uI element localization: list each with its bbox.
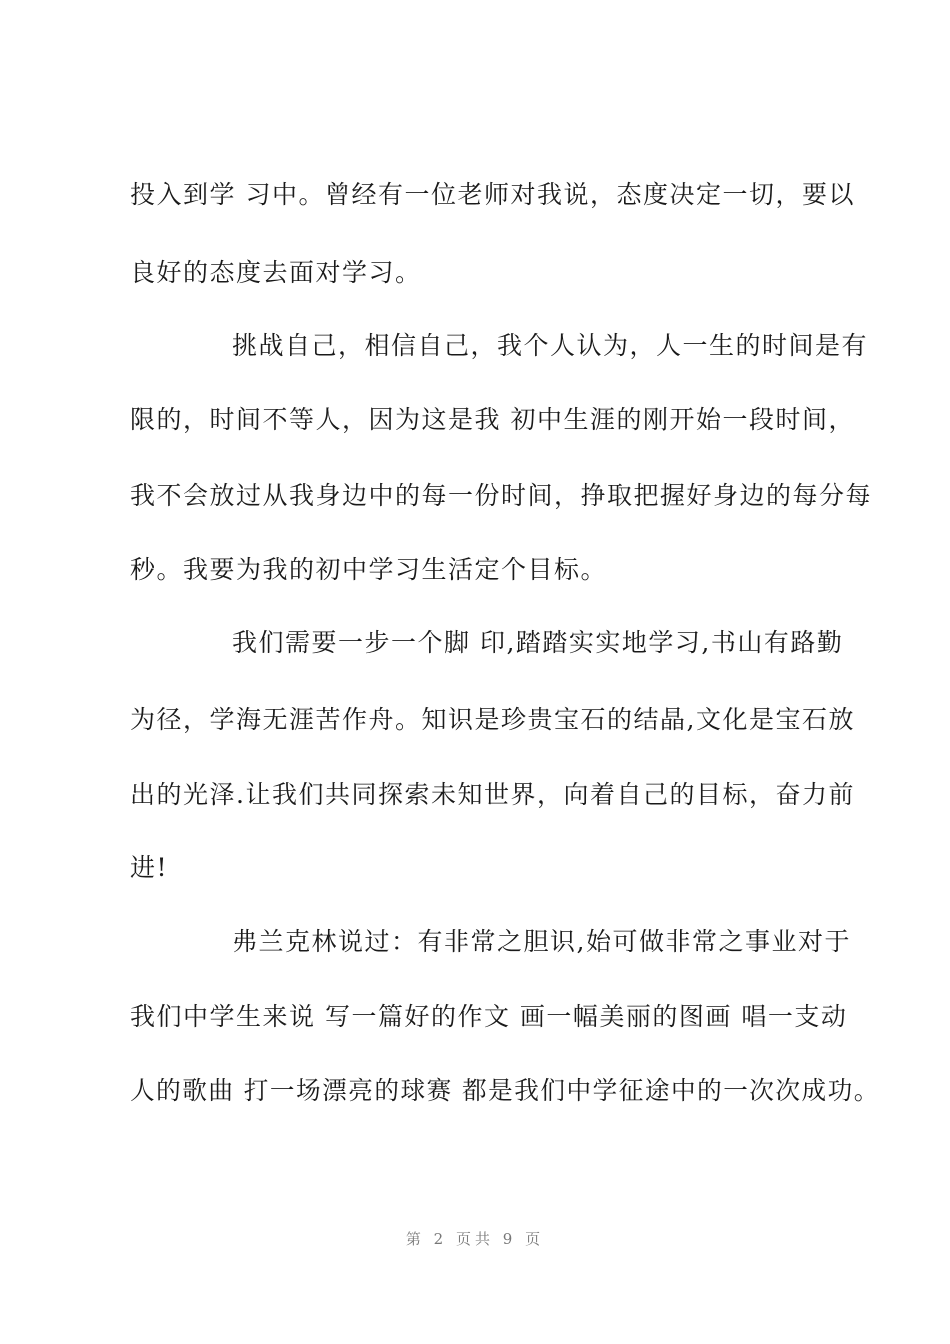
page-number-footer: 第 2 页共 9 页: [405, 1230, 545, 1248]
text-line: 秒。我要为我的初中学习生活定个目标。: [130, 555, 608, 584]
paragraph-start-line: 我们需要一步一个脚 印,踏踏实实地学习,书山有路勤: [232, 628, 844, 657]
paragraph-start-line: 弗兰克林说过：有非常之胆识,始可做非常之事业对于: [232, 927, 851, 956]
text-line: 我不会放过从我身边中的每一份时间，挣取把握好身边的每分每: [130, 481, 873, 510]
text-line: 限的，时间不等人，因为这是我 初中生涯的刚开始一段时间，: [130, 405, 855, 434]
text-line: 进!: [130, 853, 169, 882]
text-line: 人的歌曲 打一场漂亮的球赛 都是我们中学征途中的一次次成功。: [130, 1076, 880, 1105]
paragraph-start-line: 挑战自己，相信自己，我个人认为，人一生的时间是有: [232, 331, 869, 360]
text-line: 良好的态度去面对学习。: [130, 258, 422, 287]
text-line: 为径，学海无涯苦作舟。知识是珍贵宝石的结晶,文化是宝石放: [130, 705, 855, 734]
text-line: 我们中学生来说 写一篇好的作文 画一幅美丽的图画 唱一支动: [130, 1002, 848, 1031]
text-line: 投入到学 习中。曾经有一位老师对我说，态度决定一切，要以: [130, 180, 855, 209]
text-line: 出的光泽.让我们共同探索未知世界，向着自己的目标，奋力前: [130, 780, 855, 809]
